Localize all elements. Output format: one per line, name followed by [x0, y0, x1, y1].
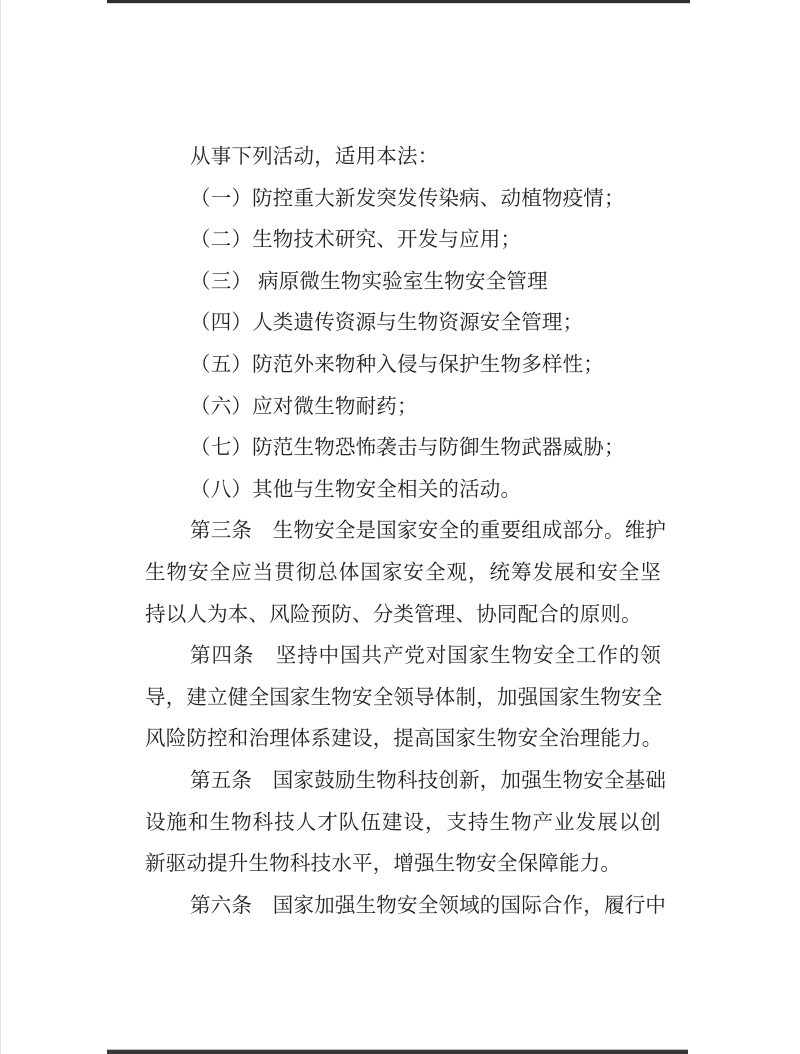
article-6-line-1: 第六条 国家加强生物安全领域的国际合作，履行中	[190, 893, 667, 917]
article-4-line-1: 第四条 坚持中国共产党对国家生物安全工作的领	[190, 644, 661, 668]
list-item-3: （三） 病原微生物实验室生物安全管理	[190, 269, 548, 293]
document-text-block	[145, 136, 667, 926]
article-5-line-3: 新驱动提升生物科技水平，增强生物安全保障能力。	[145, 852, 622, 876]
article-5-line-2: 设施和生物科技人才队伍建设，支持生物产业发展以创	[145, 810, 661, 834]
list-item-8: （八）其他与生物安全相关的活动。	[190, 477, 522, 501]
viewer-left-edge	[0, 0, 1, 1054]
article-4-line-3: 风险防控和治理体系建设，提高国家生物安全治理能力。	[145, 727, 663, 751]
article-3-line-2: 生物安全应当贯彻总体国家安全观，统筹发展和安全坚	[145, 560, 661, 584]
list-item-1: （一）防控重大新发突发传染病、动植物疫情；	[190, 186, 625, 210]
list-item-5: （五）防范外来物种入侵与保护生物多样性；	[190, 352, 604, 376]
article-5-line-1: 第五条 国家鼓励生物科技创新，加强生物安全基础	[190, 768, 667, 792]
article-3-line-3: 持以人为本、风险预防、分类管理、协同配合的原则。	[145, 602, 642, 626]
article-4-line-2: 导，建立健全国家生物安全领导体制，加强国家生物安全	[145, 685, 663, 709]
page-edge-bottom-rule	[107, 1049, 688, 1054]
article-3-line-1: 第三条 生物安全是国家安全的重要组成部分。维护	[190, 519, 667, 543]
text-line: 从事下列活动，适用本法：	[190, 145, 439, 168]
page-edge-top-rule	[107, 0, 690, 3]
list-item-4: （四）人类遗传资源与生物资源安全管理；	[190, 311, 584, 335]
list-item-2: （二）生物技术研究、开发与应用；	[190, 228, 522, 252]
list-item-6: （六）应对微生物耐药；	[190, 394, 418, 418]
list-item-7: （七）防范生物恐怖袭击与防御生物武器威胁；	[190, 436, 625, 460]
